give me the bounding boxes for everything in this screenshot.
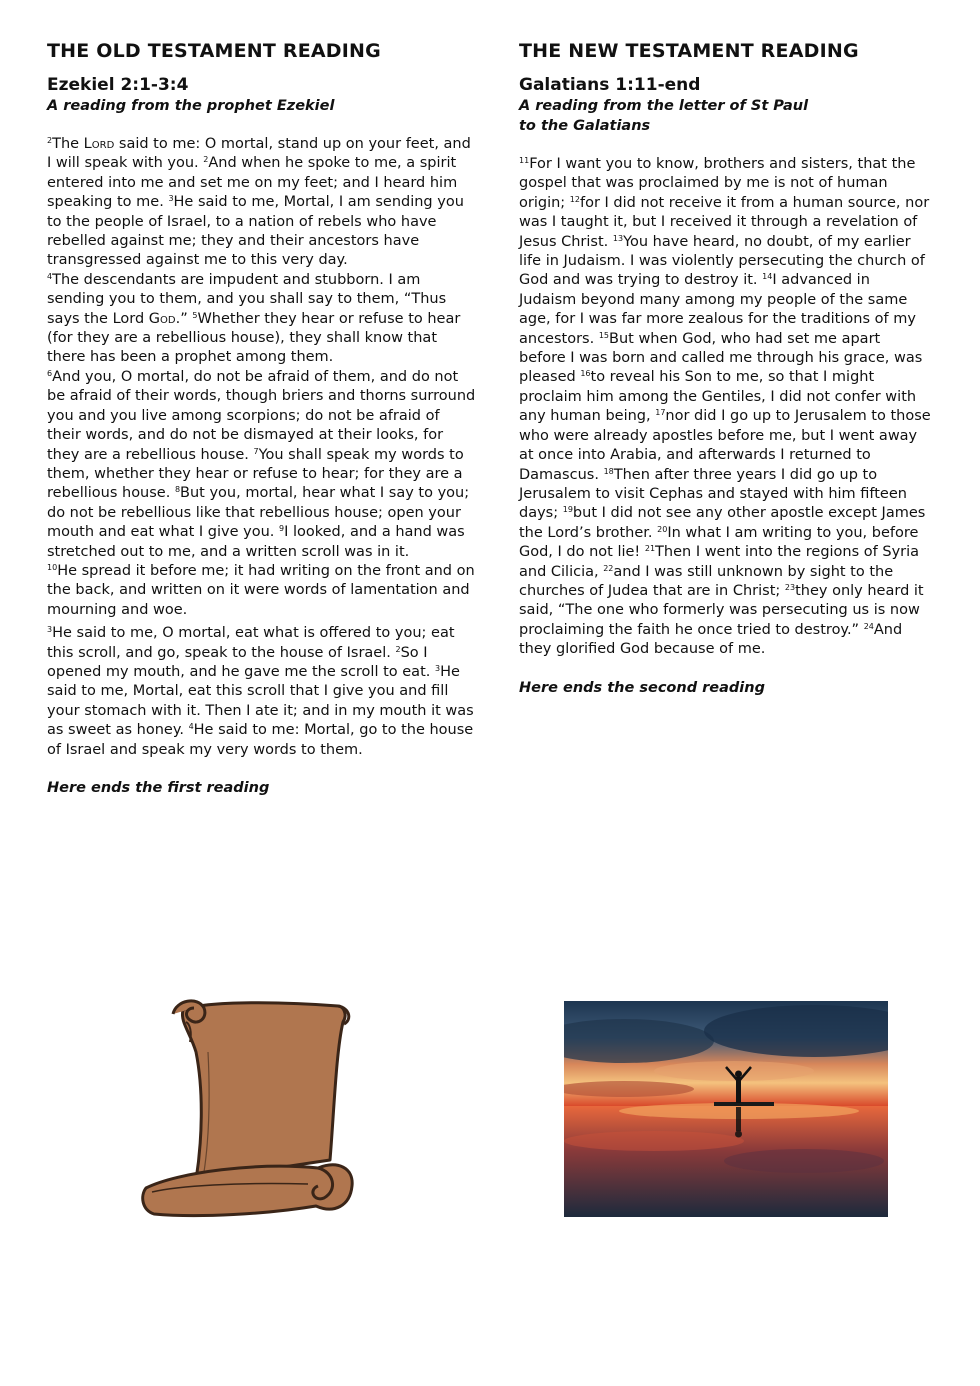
verse-number: 3	[47, 625, 53, 635]
verse-number: 3	[434, 663, 441, 673]
small-caps-text: od	[160, 310, 176, 327]
verse-number: 8	[174, 485, 181, 495]
sunset-reflection-photo	[564, 1001, 888, 1217]
verse-number: 9	[278, 524, 285, 534]
old-testament-reference: Ezekiel 2:1-3:4	[47, 75, 189, 95]
verse-number: 2	[395, 644, 401, 654]
new-testament-intro	[519, 96, 931, 136]
new-testament-column	[519, 38, 931, 698]
reading-paragraph: $^6$And you, O mortal, do not be afraid of them, and do not be afraid of their words, though briers and thorns surround you and you live among scorpions; do not be afraid of their words, and do not be dismayed at their looks, for they are a rebellious house. $^7$You shall speak my words to them, whether they hear or refuse to hear; for they are a rebellious house. $^8$But you, mortal, hear what I say to you; do not be rebellious like that rebellious house; open your mouth and eat what I give you. $^9$I looked, and a hand was stretched out to me, and a written scroll was in it.	[47, 368, 476, 560]
verse-number: 17	[655, 408, 666, 418]
reading-paragraph: $^2$The Lord said to me: O mortal, stand up on your feet, and I will speak with you. $^2$And when he spoke to me, a spirit entered into me and set me on my feet; and I heard him speaking to me. $^3$He said to me, Mortal, I am sending you to the people of Israel, to a nation of rebels who have rebelled against me; they and their ancestors have transgressed against me to this very day.	[47, 136, 471, 269]
verse-number: 2	[203, 155, 209, 165]
first-reading-ending: Here ends the first reading	[47, 780, 270, 796]
verse-number: 4	[47, 271, 53, 281]
reading-paragraph: $^4$The descendants are impudent and stubborn. I am sending you to them, and you shall say to them, “Thus says the Lord God.” $^5$Whether they hear or refuse to hear (for they are a rebellious house), they shall know that there has been a prophet among them.	[47, 271, 461, 366]
verse-number: 21	[644, 544, 656, 554]
intro-line: to the Galatians	[519, 118, 651, 134]
verse-number: 24	[863, 621, 874, 631]
reading-paragraph: $^{11}$For I want you to know, brothers and sisters, that the gospel that was proclaimed by me is not of human origin; $^{12}$for I did not receive it from a human source, nor was I taught it, but I received it through a revelation of Jesus Christ. $^{13}$You have heard, no doubt, of my earlier life in Judaism. I was violently persecuting the church of God and was trying to destroy it. $^{14}$I advanced in Judaism beyond many among my people of the same age, for I was far more zealous for the traditions of my ancestors. $^{15}$But when God, who had set me apart before I was born and called me through his grace, was pleased $^{16}$to reveal his Son to me, so that I might proclaim him among the Gentiles, I did not confer with any human being, $^{17}$nor did I go up to Jerusalem to those who were already apostles before me, but I went away at once into Arabia, and afterwards I returned to Damascus. $^{18}$Then after three years I did go up to Jerusalem to visit Cephas and stayed with him fifteen days; $^{19}$but I did not see any other apostle except James the Lord’s brother. $^{20}$In what I am writing to you, before God, I do not lie! $^{21}$Then I went into the regions of Syria and Cilicia, $^{22}$and I was still unknown by sight to the churches of Judea that are in Christ; $^{23}$they only heard it said, “The one who formerly was persecuting us is now proclaiming the faith he once tried to destroy.” $^{24}$And they glorified God because of me.	[519, 156, 931, 658]
verse-number: 12	[569, 194, 580, 204]
verse-number: 13	[612, 233, 624, 243]
small-caps-text: Lord	[83, 136, 115, 152]
verse-number: 6	[47, 368, 53, 378]
verse-number: 20	[657, 524, 668, 534]
verse-number: 16	[580, 369, 591, 379]
verse-number: 5	[192, 310, 198, 320]
reading-paragraph: $^{10}$He spread it before me; it had writing on the front and on the back, and written on it were words of lamentation and mourning and woe.	[47, 562, 475, 618]
new-testament-heading: THE NEW TESTAMENT READING	[519, 40, 859, 62]
verse-number: 22	[603, 563, 614, 573]
old-testament-column	[47, 38, 477, 798]
verse-number: 14	[762, 272, 773, 282]
reading-paragraph: $^3$He said to me, O mortal, eat what is offered to you; eat this scroll, and go, speak to the house of Israel. $^2$So I opened my mouth, and he gave me the scroll to eat. $^3$He said to me, Mortal, eat this scroll that I give you and fill your stomach with it. Then I ate it; and in my mouth it was as sweet as honey. $^4$He said to me: Mortal, go to the house of Israel and speak my very words to them.	[47, 625, 474, 758]
intro-line: A reading from the letter of St Paul	[519, 98, 809, 114]
old-testament-heading: THE OLD TESTAMENT READING	[47, 40, 381, 62]
new-testament-text	[519, 155, 931, 660]
verse-number: 15	[598, 330, 610, 340]
verse-number: 23	[784, 582, 796, 592]
verse-number: 4	[188, 722, 194, 732]
verse-number: 3	[168, 194, 174, 204]
old-testament-intro: A reading from the prophet Ezekiel	[47, 98, 335, 114]
old-testament-text	[47, 135, 477, 760]
new-testament-reference: Galatians 1:11-end	[519, 75, 701, 95]
verse-number: 19	[562, 505, 573, 515]
verse-number: 2	[47, 136, 53, 145]
verse-number: 7	[253, 446, 259, 456]
verse-number: 10	[47, 562, 58, 572]
scroll-illustration	[138, 992, 360, 1222]
verse-number: 18	[603, 466, 614, 476]
verse-number: 11	[519, 156, 530, 165]
second-reading-ending: Here ends the second reading	[519, 679, 765, 696]
